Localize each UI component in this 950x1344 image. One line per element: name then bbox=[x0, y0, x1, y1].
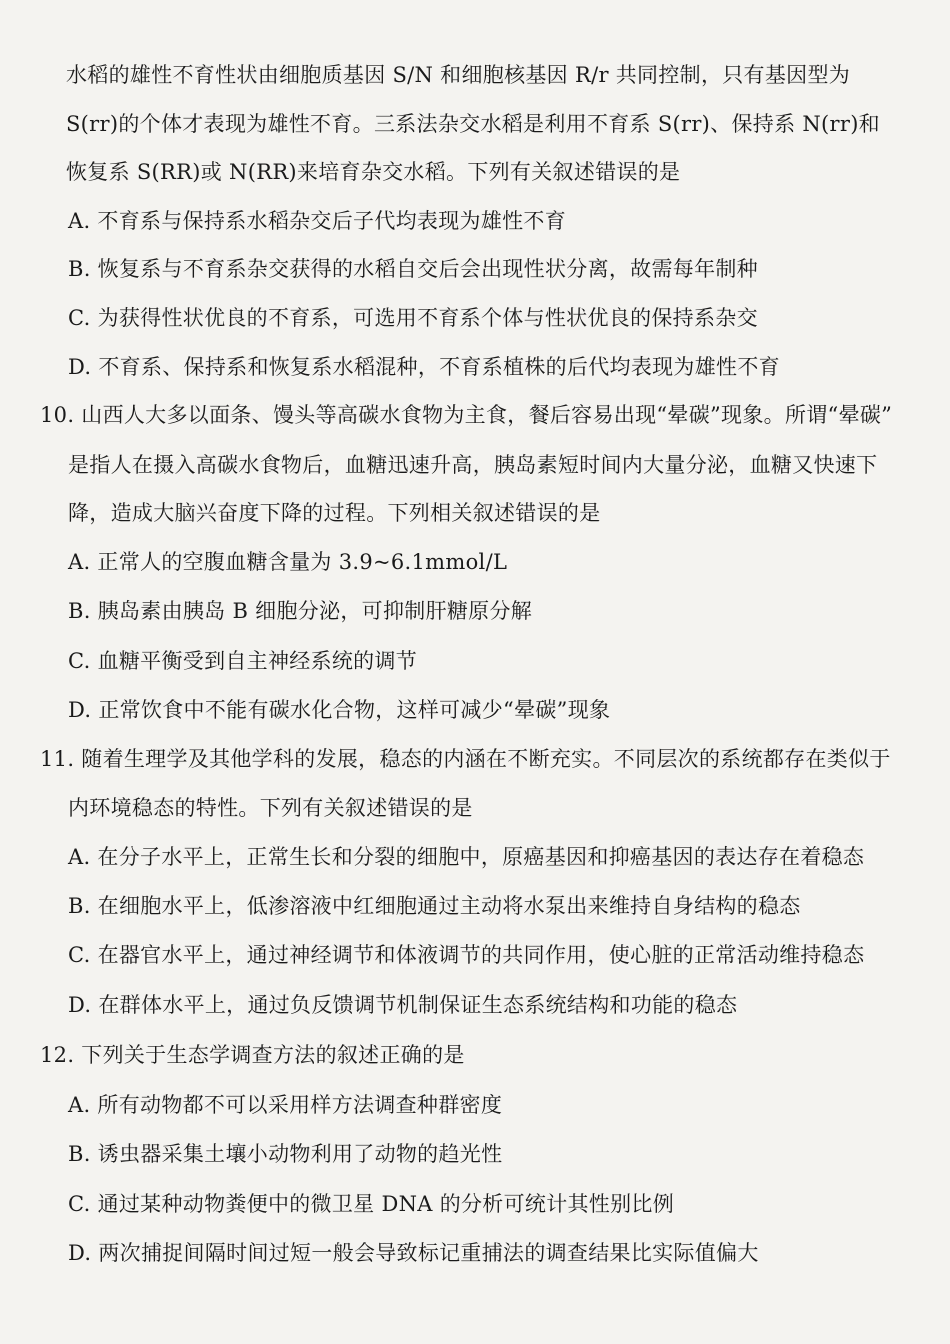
q9-option-c: C. 为获得性状优良的不育系，可选用不育系个体与性状优良的保持系杂交 bbox=[68, 306, 758, 330]
q9-stem-line-3: 恢复系 S(RR)或 N(RR)来培育杂交水稻。下列有关叙述错误的是 bbox=[66, 160, 681, 184]
q10-stem-line-1: 10. 山西人大多以面条、馒头等高碳水食物为主食，餐后容易出现“晕碳”现象。所谓“晕碳” bbox=[40, 403, 893, 427]
q12-option-c: C. 通过某种动物粪便中的微卫星 DNA 的分析可统计其性别比例 bbox=[68, 1192, 674, 1216]
q11-option-b: B. 在细胞水平上，低渗溶液中红细胞通过主动将水泵出来维持自身结构的稳态 bbox=[68, 894, 801, 918]
q10-option-c: C. 血糖平衡受到自主神经系统的调节 bbox=[68, 649, 418, 673]
q9-stem-line-1: 水稻的雄性不育性状由细胞质基因 S/N 和细胞核基因 R/r 共同控制，只有基因型为 bbox=[66, 63, 851, 87]
q12-option-d: D. 两次捕捉间隔时间过短一般会导致标记重捕法的调查结果比实际值偏大 bbox=[68, 1241, 759, 1265]
q10-stem-line-2: 是指人在摄入高碳水食物后，血糖迅速升高，胰岛素短时间内大量分泌，血糖又快速下 bbox=[68, 453, 878, 477]
q11-option-d: D. 在群体水平上，通过负反馈调节机制保证生态系统结构和功能的稳态 bbox=[68, 993, 738, 1017]
q9-option-a: A. 不育系与保持系水稻杂交后子代均表现为雄性不育 bbox=[68, 209, 567, 233]
q11-option-c: C. 在器官水平上，通过神经调节和体液调节的共同作用，使心脏的正常活动维持稳态 bbox=[68, 943, 865, 967]
q11-stem-line-1: 11. 随着生理学及其他学科的发展，稳态的内涵在不断充实。不同层次的系统都存在类似于 bbox=[40, 747, 891, 771]
q10-option-a: A. 正常人的空腹血糖含量为 3.9~6.1mmol/L bbox=[68, 550, 508, 574]
q10-stem-line-3: 降，造成大脑兴奋度下降的过程。下列相关叙述错误的是 bbox=[68, 501, 601, 525]
q11-option-a: A. 在分子水平上，正常生长和分裂的细胞中，原癌基因和抑癌基因的表达存在着稳态 bbox=[68, 845, 865, 869]
q12-option-b: B. 诱虫器采集土壤小动物利用了动物的趋光性 bbox=[68, 1142, 503, 1166]
q12-stem-line-1: 12. 下列关于生态学调查方法的叙述正确的是 bbox=[40, 1043, 465, 1067]
q9-option-d: D. 不育系、保持系和恢复系水稻混种，不育系植株的后代均表现为雄性不育 bbox=[68, 355, 780, 379]
q12-option-a: A. 所有动物都不可以采用样方法调查种群密度 bbox=[68, 1093, 503, 1117]
q9-stem-line-2: S(rr)的个体才表现为雄性不育。三系法杂交水稻是利用不育系 S(rr)、保持系 N(rr)和 bbox=[66, 112, 880, 136]
q10-option-b: B. 胰岛素由胰岛 B 细胞分泌，可抑制肝糖原分解 bbox=[68, 599, 533, 623]
q9-option-b: B. 恢复系与不育系杂交获得的水稻自交后会出现性状分离，故需每年制种 bbox=[68, 257, 758, 281]
q11-stem-line-2: 内环境稳态的特性。下列有关叙述错误的是 bbox=[68, 796, 473, 820]
q10-option-d: D. 正常饮食中不能有碳水化合物，这样可减少“晕碳”现象 bbox=[68, 698, 611, 722]
